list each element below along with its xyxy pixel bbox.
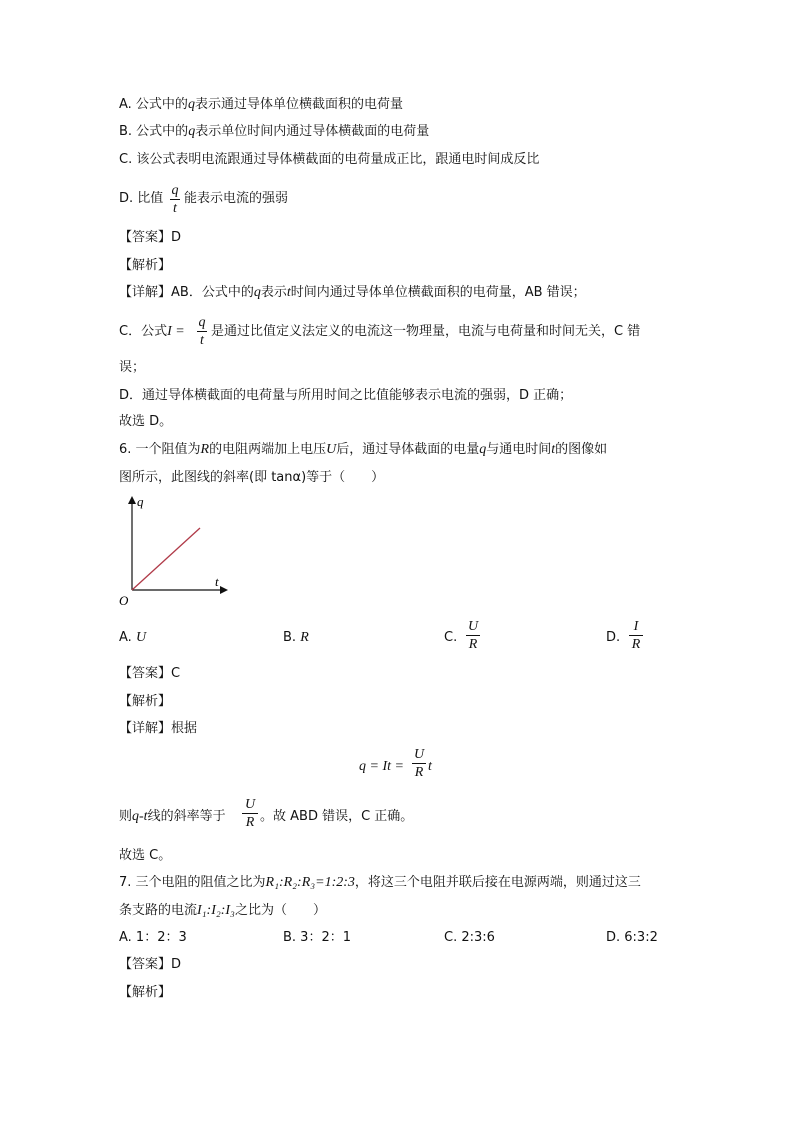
stem-text: 条支路的电流 (119, 903, 198, 918)
q7-answer (119, 957, 181, 973)
x-axis-label: t (215, 574, 219, 589)
q5-option-c: C. 该公式表明电流跟通过导体横截面的电荷量成正比，跟通电时间成反比 (119, 152, 540, 167)
q5-analysis-label: 【解析】 (119, 258, 172, 273)
var-t: t (551, 442, 556, 457)
option-label: A. (119, 630, 132, 645)
detail-text: 时间内通过导体单位横截面积的电荷量，AB 错误； (290, 285, 586, 300)
answer-value: D (171, 957, 182, 972)
fraction-bar (197, 331, 207, 332)
q5-detail-line-4: D．通过导体横截面的电荷量与所用时间之比值能够表示电流的强弱，D 正确； (119, 388, 573, 403)
fraction-denominator: t (173, 201, 177, 216)
answer-label: 【答案】 (119, 666, 172, 681)
q6-then-line-c: 。故 ABD 错误，C 正确。 (260, 809, 414, 824)
stem-text: 6. 一个阻值为 (119, 442, 201, 457)
stem-text: 7. 三个电阻的阻值之比为 (119, 875, 266, 890)
fraction-numerator: q (198, 315, 206, 330)
var-r: R (200, 442, 210, 457)
fraction-numerator: I (633, 619, 639, 634)
q6-then-line-a (119, 809, 226, 825)
var-qt: q-t (132, 809, 148, 824)
q6-option-a (119, 630, 146, 646)
q5-detail-line-1 (119, 285, 586, 301)
q5-option-d-fraction (170, 183, 180, 216)
q5-option-b-var: q (188, 124, 196, 139)
fraction-bar (412, 763, 426, 764)
q6-formula-tail: t (428, 759, 432, 774)
q6-option-c-fraction (466, 619, 480, 652)
y-axis-label: q (137, 494, 144, 509)
q7-analysis-label: 【解析】 (119, 985, 172, 1000)
fraction-denominator: R (245, 815, 255, 830)
var-q: q (253, 285, 261, 300)
resistance-ratio: R₁:R₂:R₃=1:2:3 (265, 875, 355, 890)
q5-option-a-text: A. 公式中的 (119, 97, 188, 112)
q5-option-d-rest: 能表示电流的强弱 (184, 191, 289, 206)
q7-stem-line-1 (119, 875, 641, 891)
q6-stem-line-1 (119, 442, 607, 458)
detail-label: 【详解】 (119, 285, 172, 300)
q6-formula-lhs: q = It = (359, 759, 404, 774)
stem-text: 之比为（ ） (234, 903, 326, 918)
fraction-bar (170, 199, 180, 200)
option-value: U (135, 630, 147, 645)
answer-label: 【答案】 (119, 230, 172, 245)
stem-text: 的图像如 (555, 442, 608, 457)
fraction-denominator: R (414, 765, 424, 780)
fraction-numerator: U (244, 797, 256, 812)
detail-text: C．公式 (119, 324, 168, 339)
q5-detail-fraction (197, 315, 207, 348)
current-ratio: I₁:I₂:I₃ (197, 903, 235, 918)
q-t-graph (110, 490, 240, 610)
answer-value: C (171, 666, 181, 681)
q5-option-d-prefix: D. 比值 (119, 191, 164, 206)
fraction-denominator: t (200, 333, 204, 348)
fraction-denominator: R (631, 637, 641, 652)
q5-option-b (119, 124, 429, 140)
detail-text: 则 (119, 809, 133, 824)
q5-detail-line-2a (119, 324, 185, 340)
q7-option-b: B. 3：2：1 (283, 930, 351, 945)
detail-label: 【详解】 (119, 721, 172, 736)
stem-text: 的电阻两端加上电压 (209, 442, 327, 457)
q6-option-d-label: D. (606, 630, 621, 645)
q6-option-b (283, 630, 309, 646)
q7-option-d: D. 6:3:2 (606, 930, 658, 945)
fraction-denominator: R (468, 637, 478, 652)
q6-stem-line-2: 图所示，此图线的斜率(即 tanα)等于（ ） (119, 470, 385, 485)
q6-then-fraction (242, 797, 258, 830)
stem-text: 与通电时间 (486, 442, 552, 457)
origin-label: O (119, 593, 129, 608)
detail-text: 根据 (171, 721, 198, 736)
q5-conclusion: 故选 D。 (119, 414, 173, 429)
formula-i: I = (167, 324, 185, 339)
q5-option-a (119, 97, 403, 113)
answer-value: D (171, 230, 182, 245)
stem-text: ，将这三个电阻并联后接在电源两端，则通过这三 (354, 875, 641, 890)
q6-option-d-fraction (629, 619, 643, 652)
fraction-numerator: q (171, 183, 179, 198)
q5-detail-line-3: 误； (119, 360, 146, 375)
q6-analysis-label: 【解析】 (119, 694, 172, 709)
q6-answer (119, 666, 180, 682)
fraction-numerator: U (467, 619, 479, 634)
option-value: R (300, 630, 309, 645)
q7-option-c: C. 2:3:6 (444, 930, 495, 945)
q6-option-c-label: C. (444, 630, 458, 645)
stem-text: 后，通过导体截面的电量 (336, 442, 480, 457)
q5-detail-line-2b: 是通过比值定义法定义的电流这一物理量，电流与电荷量和时间无关，C 错 (211, 324, 641, 339)
q6-detail (119, 721, 197, 737)
q5-option-a-rest: 表示通过导体单位横截面积的电荷量 (194, 97, 403, 112)
q7-stem-line-2 (119, 903, 326, 919)
q6-formula-fraction (412, 747, 426, 780)
detail-text: 表示 (260, 285, 287, 300)
q6-conclusion: 故选 C。 (119, 848, 172, 863)
fraction-bar (242, 813, 258, 814)
q5-option-b-text: B. 公式中的 (119, 124, 189, 139)
var-u: U (326, 442, 337, 457)
q5-option-a-var: q (187, 97, 195, 112)
fraction-numerator: U (413, 747, 425, 762)
fraction-bar (629, 635, 643, 636)
option-label: B. (283, 630, 297, 645)
detail-text: AB．公式中的 (171, 285, 254, 300)
var-q: q (479, 442, 487, 457)
answer-label: 【答案】 (119, 957, 172, 972)
detail-text: 线的斜率等于 (147, 809, 226, 824)
q5-answer (119, 230, 181, 246)
q5-option-b-rest: 表示单位时间内通过导体横截面的电荷量 (195, 124, 430, 139)
var-t: t (286, 285, 291, 300)
q-t-line (132, 528, 200, 590)
fraction-bar (466, 635, 480, 636)
q7-option-a: A. 1：2：3 (119, 930, 187, 945)
